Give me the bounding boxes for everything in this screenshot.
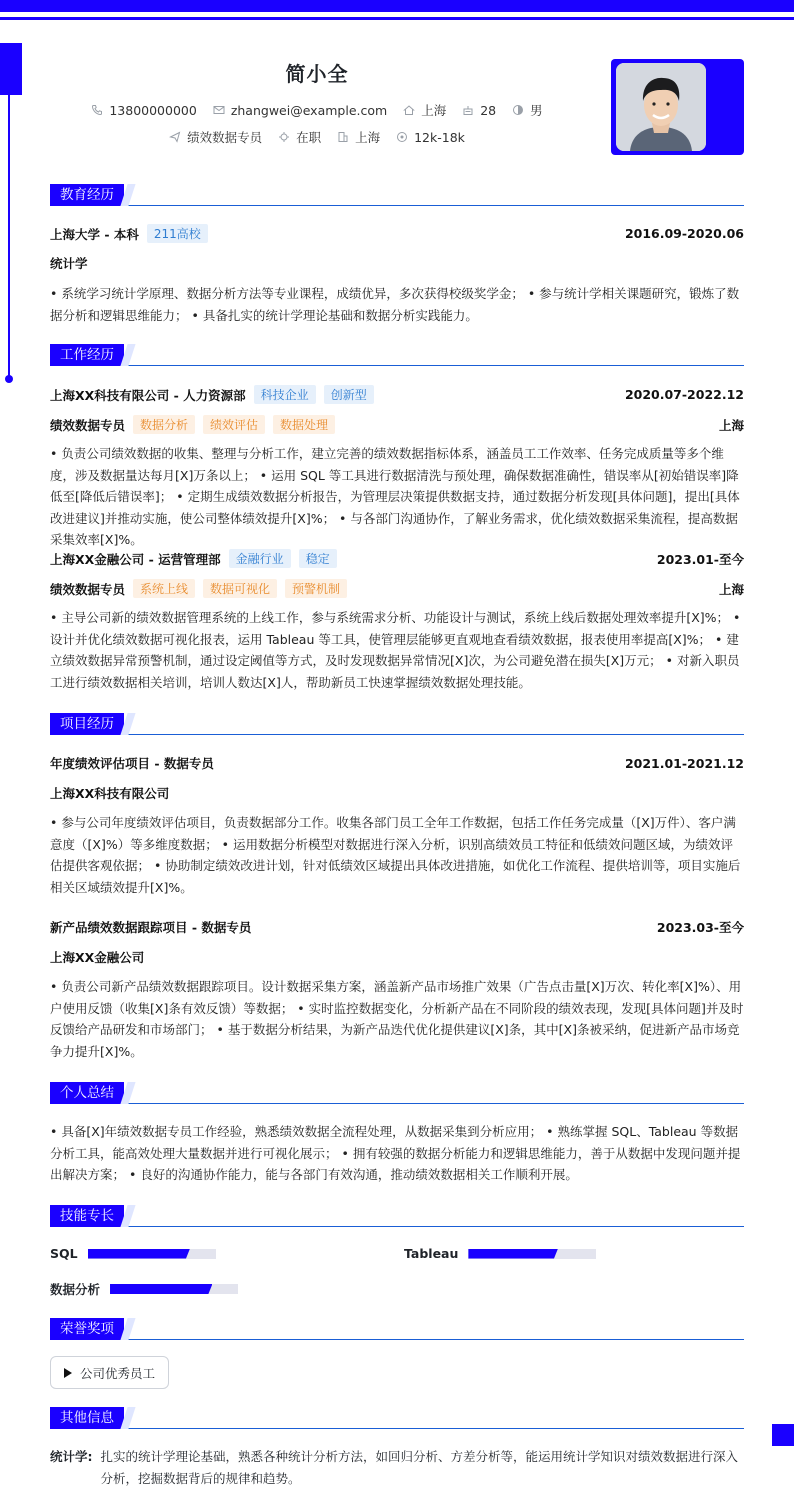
work-0-location: 上海 [718,417,744,433]
education-tag: 211高校 [147,224,208,243]
age-icon [462,104,474,116]
candidate-name: 简小全 [285,62,349,86]
section-other-title: 其他信息 [50,1407,124,1429]
project-1-description: • 负责公司新产品绩效数据跟踪项目。设计数据采集方案，涵盖新产品市场推广效果（广告点击量[X]万次、转化率[X]%）、用户使用反馈（收集[X]条有效反馈）等数据； • 实时监控数据变化，分析新产品在不同阶段的绩效表现，发现[具体问题]并及时反馈给产品研发和市场部门； • 基于数据分析结果，为新产品迭代优化提供建议[X]条，其中[X]条被采纳，促进新产品市场竞争力提升[X]%。 [50,979,744,1059]
gender-text: 男 [530,103,543,118]
honor-text: 公司优秀员工 [80,1365,156,1381]
play-triangle-icon [64,1368,72,1378]
project-1-period: 2023.03-至今 [656,920,744,935]
work-1-location: 上海 [718,581,744,597]
work-1-role-tag: 预警机制 [285,579,347,598]
work-0-role: 绩效数据专员 [50,417,126,433]
section-education [50,184,744,206]
job-intent-row [0,128,634,146]
work-0-company: 上海XX科技有限公司 - 人力资源部 [50,387,246,403]
project-1-org: 上海XX金融公司 [50,950,145,965]
other-info-key: 统计学: [50,1449,93,1464]
section-honors-title: 荣誉奖项 [50,1318,124,1340]
work-1-description: • 主导公司新的绩效数据管理系统的上线工作，参与系统需求分析、功能设计与测试，系统上线后数据处理效率提升[X]%； • 设计并优化绩效数据可视化报表，运用 Tableau 等工具，使管理层能够更直观地查看绩效数据，报表使用率提高[X]%； • 建立绩效数据异常预警机制，通过设定阈值等方式，及时发现数据异常情况[X]次，为公司避免潜在损失[X]万元； • 对新入职员工进行绩效数据相关培训，培训人数达[X]人，帮助新员工快速掌握绩效数据处理技能。 [50,610,741,690]
section-work-title: 工作经历 [50,344,124,366]
salary-icon [396,131,408,143]
phone-text: 13800000000 [109,102,197,118]
skill-bar [468,1249,596,1259]
education-major: 统计学 [50,256,88,271]
work-0-role-tag: 绩效评估 [203,415,265,434]
top-accent-bar [0,0,794,12]
education-description: • 系统学习统计学原理、数据分析方法等专业课程，成绩优异，多次获得校级奖学金； • 参与统计学相关课题研究，锻炼了数据分析和逻辑思维能力； • 具备扎实的统计学理论基础和数据分析实践能力。 [50,286,740,323]
side-accent-dot [5,375,13,383]
summary-text: • 具备[X]年绩效数据专员工作经验，熟悉绩效数据全流程处理，从数据采集到分析应用； • 熟练掌握 SQL、Tableau 等数据分析工具，能高效处理大量数据并进行可视化展示； • 拥有较强的数据分析能力和逻辑思维能力，善于从数据中发现问题并提出解决方案； • 良好的沟通协作能力，能与各部门有效沟通，推动绩效数据相关工作顺利开展。 [50,1124,741,1182]
gender-item [512,101,543,119]
work-0-role-row [50,415,744,434]
skill-name: 数据分析 [50,1282,101,1297]
skill-name: Tableau [404,1246,459,1261]
education-period: 2016.09-2020.06 [624,226,744,241]
work-1-company: 上海XX金融公司 - 运营管理部 [50,551,221,567]
skill-bar-fill [468,1249,558,1259]
project-0-description: • 参与公司年度绩效评估项目，负责数据部分工作。收集各部门员工全年工作数据，包括工作任务完成量（[X]万件）、客户满意度（[X]%）等多维度数据； • 运用数据分析模型对数据进行深入分析，识别高绩效员工特征和低绩效问题区域，为绩效评估提供客观依据； • 协助制定绩效改进计划，针对低绩效区域提出具体改进措施，如优化工作流程、提供培训等，项目实施后相关区域绩效提升[X]%。 [50,815,741,895]
skill-bar-fill [110,1284,212,1294]
education-header [50,224,744,243]
work-0-description: • 负责公司绩效数据的收集、整理与分析工作，建立完善的绩效数据指标体系，涵盖员工工作效率、任务完成质量等多个维度，涉及数据量达每月[X]万条以上； • 运用 SQL 等工具进行数据清洗与预处理，确保数据准确性，错误率从[初始错误率]降低至[降低后错误率]； • 定期生成绩效数据分析报告，为管理层决策提供数据支持，通过数据分析发现[具体问题]，提出[具体改进建议]并推动实施，使公司整体绩效提升[X]%； • 与各部门沟通协作，了解业务需求，优化绩效数据采集流程，提高数据采集效率[X]%。 [50,446,740,547]
skill-item [404,1246,596,1261]
work-1-role: 绩效数据专员 [50,581,126,597]
status-icon [278,131,290,143]
education-school: 上海大学 - 本科 [50,226,139,242]
avatar [616,63,706,151]
work-1-role-tag: 数据可视化 [203,579,277,598]
salary-item [396,130,465,145]
section-summary-title: 个人总结 [50,1082,124,1104]
other-info-row [50,1446,744,1490]
contact-row [0,101,634,119]
skill-bar [88,1249,216,1259]
other-info-value: 扎实的统计学理论基础，熟悉各种统计分析方法，如回归分析、方差分析等，能运用统计学知识对绩效数据进行深入分析，挖掘数据背后的规律和趋势。 [100,1449,739,1486]
work-1-role-tag: 系统上线 [133,579,195,598]
gender-icon [512,104,524,116]
skill-bar [110,1284,238,1294]
work-1-header [50,549,744,568]
section-skills-title: 技能专长 [50,1205,124,1227]
project-1-org-row [50,948,744,966]
work-1-role-row [50,579,744,598]
work-1-period: 2023.01-至今 [656,551,744,567]
section-skills [50,1205,744,1227]
email-item [213,103,387,118]
city-text: 上海 [421,103,447,118]
salary-text: 12k-18k [414,129,465,145]
project-0-header [50,754,744,772]
work-0-role-tag: 数据处理 [273,415,335,434]
phone-icon [91,104,103,116]
work-0-role-tag: 数据分析 [133,415,195,434]
section-summary [50,1082,744,1104]
skill-bar-fill [88,1249,190,1259]
section-honors [50,1318,744,1340]
section-other [50,1407,744,1429]
avatar-frame [611,59,744,155]
skill-name: SQL [50,1246,78,1261]
project-1-header [50,918,744,936]
age-item [462,103,496,118]
project-1-title: 新产品绩效数据跟踪项目 - 数据专员 [50,920,252,935]
work-1-tag: 金融行业 [229,549,291,568]
section-project-title: 项目经历 [50,713,124,735]
work-0-period: 2020.07-2022.12 [624,387,744,402]
top-accent-line [0,17,794,20]
status-item [278,128,321,146]
work-0-tag: 创新型 [324,385,374,404]
project-0-org-row [50,784,744,802]
status-text: 在职 [296,130,322,145]
email-text: zhangwei@example.com [230,102,388,118]
location-icon [403,104,415,116]
section-education-title: 教育经历 [50,184,124,206]
skill-item [50,1280,238,1298]
position-text: 绩效数据专员 [187,130,263,145]
honor-item[interactable] [50,1356,169,1389]
work-0-header [50,385,744,404]
position-item [169,128,262,146]
target-city-item [337,128,380,146]
email-icon [213,104,225,116]
corner-accent-block [772,1424,794,1446]
work-1-tag: 稳定 [299,549,337,568]
education-major-row [50,254,744,272]
age-text: 28 [480,102,497,118]
city-item [403,101,446,119]
position-icon [169,131,181,143]
target-city-text: 上海 [355,130,381,145]
building-icon [337,131,349,143]
phone-item [91,103,196,118]
work-0-tag: 科技企业 [254,385,316,404]
section-project [50,713,744,735]
section-work [50,344,744,366]
project-0-org: 上海XX科技有限公司 [50,786,170,801]
project-0-period: 2021.01-2021.12 [624,755,744,771]
skill-item [50,1246,216,1261]
project-0-title: 年度绩效评估项目 - 数据专员 [50,756,214,771]
